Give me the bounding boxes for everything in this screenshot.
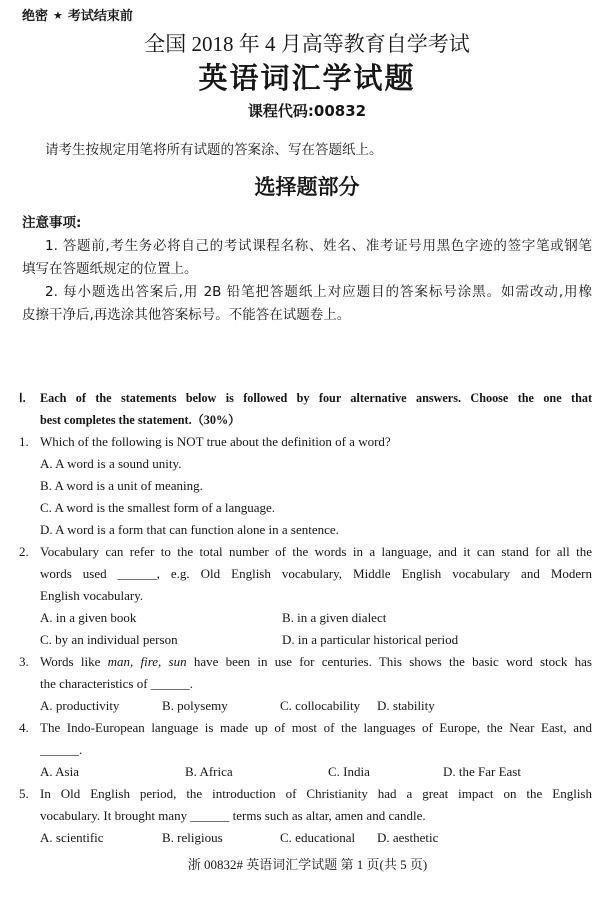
question-2-options-row-1 — [40, 607, 592, 629]
answer-sheet-instruction: 请考生按规定用笔将所有试题的答案涂、写在答题纸上。 — [45, 142, 383, 158]
section-1-instruction-line-2: best completes the statement.（30%） — [40, 413, 241, 427]
question-5-stem-line-2: vocabulary. It brought many ______ terms such as altar, amen and candle. — [40, 808, 426, 823]
question-1-option-d: D. A word is a form that can function alone in a sentence. — [40, 522, 339, 537]
question-2-option-d: D. in a particular historical period — [282, 632, 459, 647]
question-2-option-c: C. by an individual person — [40, 632, 178, 647]
question-4-option-c: C. India — [328, 764, 370, 779]
question-3-options-row — [40, 695, 592, 717]
question-2 — [19, 541, 592, 651]
question-5-number: 5. — [19, 786, 29, 801]
question-5-option-c: C. educational — [280, 830, 356, 845]
question-1-option-a: A. A word is a sound unity. — [40, 456, 182, 471]
question-2-options-row-2 — [40, 629, 592, 651]
question-4-options-row — [40, 761, 592, 783]
question-5-option-b: B. religious — [162, 830, 223, 845]
question-5 — [19, 783, 592, 849]
question-2-stem-line-3: English vocabulary. — [40, 588, 144, 603]
question-3-option-c: C. collocability — [280, 698, 361, 713]
question-5-stem-line-1: In Old English period, the introduction of Christianity had a great impact on the English — [40, 786, 592, 801]
notice-1-line-2: 填写在答题纸规定的位置上。 — [22, 261, 198, 277]
question-3-stem-line-2: the characteristics of ______. — [40, 676, 194, 691]
question-5-option-a: A. scientific — [40, 830, 104, 845]
question-3-number: 3. — [19, 654, 29, 669]
notice-2-line-2: 皮擦干净后,再选涂其他答案标号。不能答在试题卷上。 — [22, 307, 351, 323]
question-3 — [19, 651, 592, 717]
part-title: 选择题部分 — [254, 175, 360, 199]
notice-1-line-1: 1. 答题前,考生务必将自己的考试课程名称、姓名、准考证号用黑色字迹的签字笔或钢笔 — [45, 238, 592, 254]
exam-session-title: 全国 2018 年 4 月高等教育自学考试 — [144, 32, 470, 56]
question-5-option-d: D. aesthetic — [377, 830, 439, 845]
question-4-option-a: A. Asia — [40, 764, 79, 779]
question-4-stem-line-1: The Indo-European language is made up of most of the languages of Europe, the Near East, and — [40, 720, 592, 735]
paper-title: 英语词汇学试题 — [198, 61, 416, 95]
question-3-option-b: B. polysemy — [162, 698, 228, 713]
question-4-option-d: D. the Far East — [443, 764, 521, 779]
section-1 — [19, 387, 592, 849]
question-2-number: 2. — [19, 544, 29, 559]
question-4-stem-line-2: ______. — [40, 742, 83, 757]
question-3-stem-text: Words like — [40, 654, 108, 669]
question-4-number: 4. — [19, 720, 29, 735]
page-footer: 浙 00832# 英语词汇学试题 第 1 页(共 5 页) — [187, 857, 428, 872]
section-1-instruction-line-1: Each of the statements below is followed by four alternative answers. Choose the one that — [40, 391, 592, 405]
question-1-stem: Which of the following is NOT true about the definition of a word? — [40, 434, 391, 449]
secrecy-banner — [22, 8, 592, 25]
question-1-option-b: B. A word is a unit of meaning. — [40, 478, 203, 493]
secrecy-label: 绝密 — [22, 9, 49, 24]
question-5-options-row — [40, 827, 592, 849]
question-2-stem-line-1: Vocabulary can refer to the total number of the words in a language, and it can stand for all the — [40, 544, 592, 559]
question-3-stem-italic-words: man, fire, sun — [107, 654, 187, 669]
course-code: 课程代码:00832 — [247, 102, 367, 120]
question-4-option-b: B. Africa — [185, 764, 233, 779]
timing-label: 考试结束前 — [67, 9, 133, 24]
question-3-stem-text-rest: have been in use for centuries. This shows the basic word stock has — [186, 654, 592, 669]
question-3-option-a: A. productivity — [40, 698, 120, 713]
section-1-numeral: Ⅰ. — [19, 391, 26, 405]
section-1-heading — [19, 387, 592, 431]
question-2-stem-line-2: words used ______, e.g. Old English vocabulary, Middle English vocabulary and Modern — [40, 566, 592, 581]
question-2-option-a: A. in a given book — [40, 610, 137, 625]
question-3-stem-line-1 — [40, 651, 592, 673]
notice-2-line-1: 2. 每小题选出答案后,用 2B 铅笔把答题纸上对应题目的答案标号涂黑。如需改动,用橡 — [45, 284, 592, 300]
question-2-option-b: B. in a given dialect — [282, 610, 387, 625]
question-1-option-c: C. A word is the smallest form of a language. — [40, 500, 276, 515]
question-3-option-d: D. stability — [377, 698, 435, 713]
star-icon: ★ — [53, 9, 63, 22]
question-4 — [19, 717, 592, 783]
question-1 — [19, 431, 592, 541]
question-1-number: 1. — [19, 434, 29, 449]
notices-title: 注意事项: — [22, 215, 82, 231]
